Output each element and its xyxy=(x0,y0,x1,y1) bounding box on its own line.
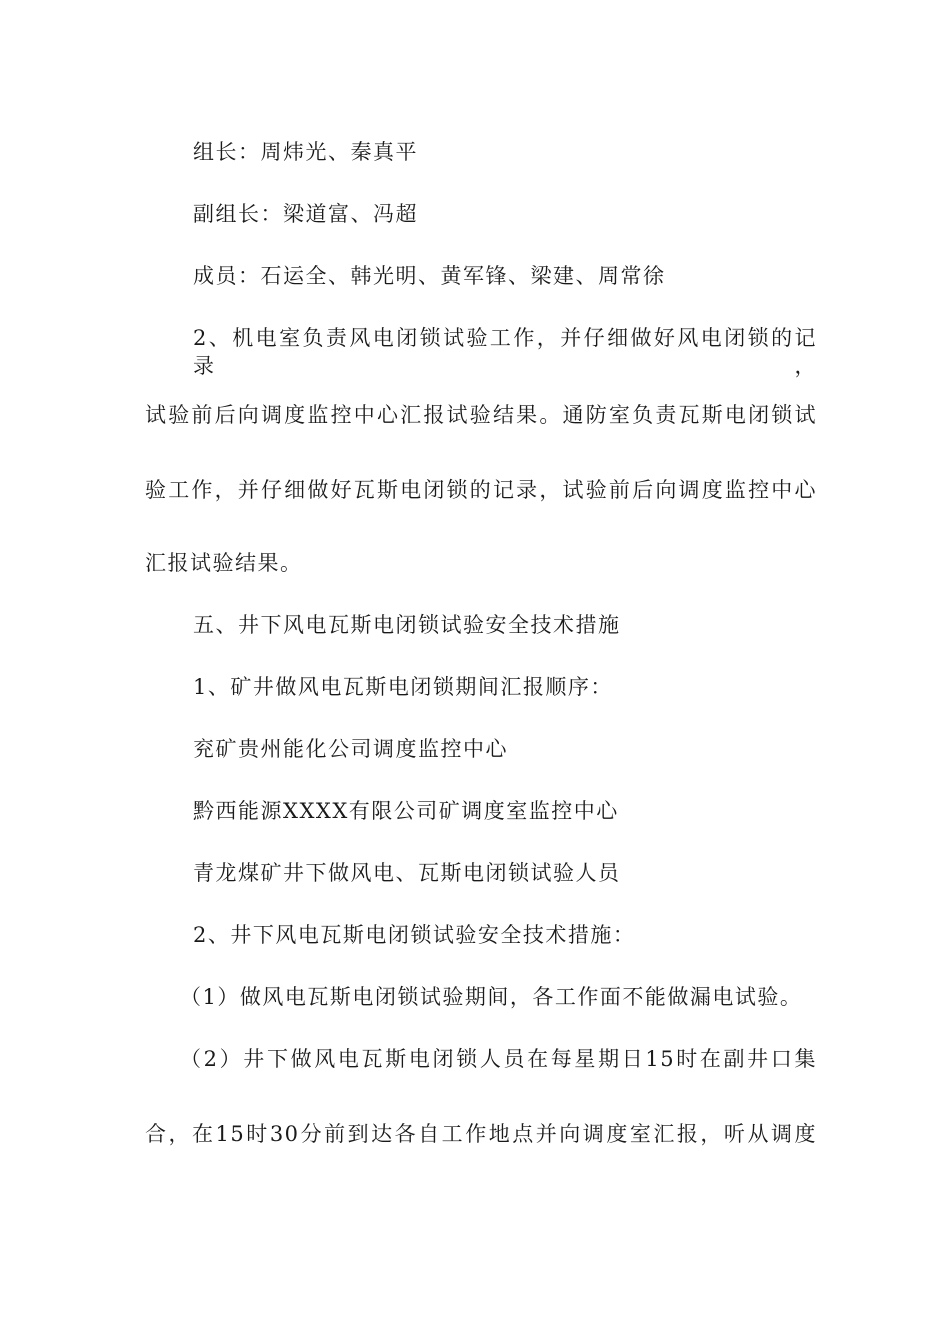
paragraph-2-line-2: 试验前后向调度监控中心汇报试验结果。通防室负责瓦斯电闭锁试 xyxy=(145,403,817,427)
paragraph-2-line-4: 汇报试验结果。 xyxy=(145,551,303,575)
section-5-heading: 五、井下风电瓦斯电闭锁试验安全技术措施 xyxy=(193,613,621,637)
report-order-2: 黔西能源XXXX有限公司矿调度室监控中心 xyxy=(193,799,619,823)
paragraph-2-line-3: 验工作，并仔细做好瓦斯电闭锁的记录，试验前后向调度监控中心 xyxy=(145,478,817,502)
measure-2-line-1: （2）井下做风电瓦斯电闭锁人员在每星期日15时在副井口集 xyxy=(180,1047,817,1071)
team-leader-line: 组长：周炜光、秦真平 xyxy=(193,140,418,164)
measure-2-line-2: 合，在15时30分前到达各自工作地点并向调度室汇报，听从调度 xyxy=(145,1122,817,1146)
paragraph-2-line-1: 2、机电室负责风电闭锁试验工作，并仔细做好风电闭锁的记录， xyxy=(193,326,817,378)
report-order-1: 兖矿贵州能化公司调度监控中心 xyxy=(193,737,508,761)
report-order-3: 青龙煤矿井下做风电、瓦斯电闭锁试验人员 xyxy=(193,861,621,885)
measure-1: （1）做风电瓦斯电闭锁试验期间，各工作面不能做漏电试验。 xyxy=(180,985,803,1009)
item-1-heading: 1、矿井做风电瓦斯电闭锁期间汇报顺序： xyxy=(193,675,613,699)
deputy-leader-line: 副组长：梁道富、冯超 xyxy=(193,202,418,226)
members-line: 成员：石运全、韩光明、黄军锋、梁建、周常徐 xyxy=(193,264,666,288)
item-2-heading: 2、井下风电瓦斯电闭锁试验安全技术措施： xyxy=(193,923,636,947)
